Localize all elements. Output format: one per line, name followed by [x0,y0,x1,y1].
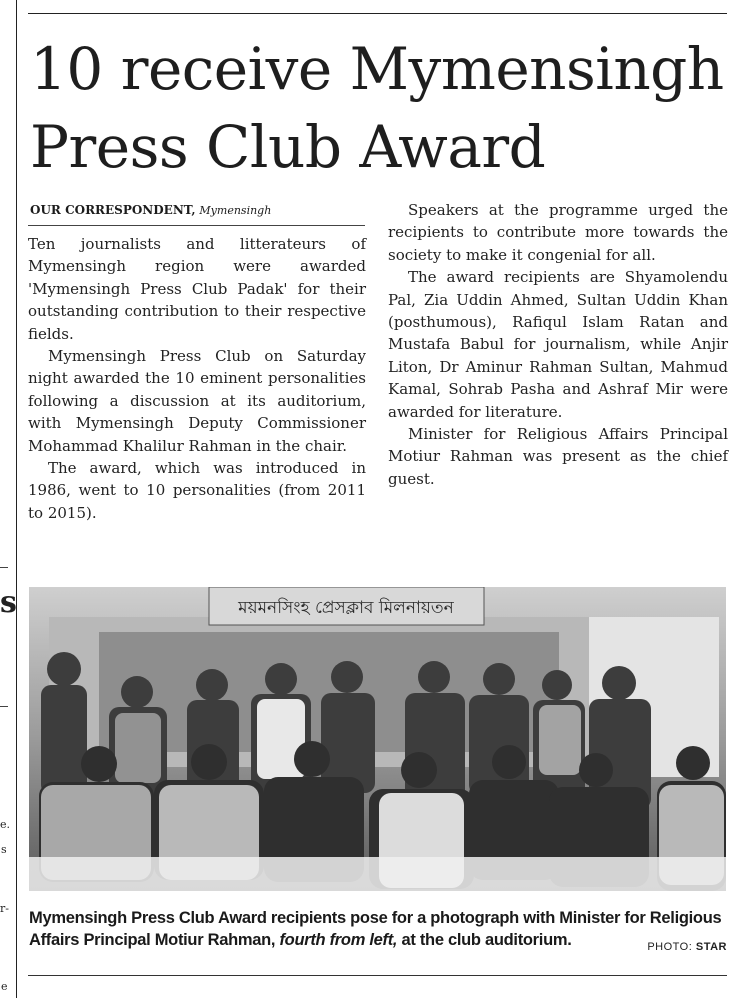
paragraph: The award, which was introduced in 1986, went to 10 personalities (from 2011 to 2015). [28,459,366,522]
credit-source: STAR [695,941,727,953]
byline-location: Mymensingh [199,204,272,217]
byline-author: OUR CORRESPONDENT, [30,203,196,217]
margin-fragment: s [0,585,17,620]
caption-main: Mymensingh Press Club Award recipients pose for a photograph with Minister for Religious Affairs Principal Motiur Rahman, [29,909,722,949]
margin-rule [0,567,8,568]
column-divider [16,0,17,998]
credit-label: PHOTO: [647,941,693,953]
margin-fragment: r- [0,902,9,915]
headline: 10 receive Mymensingh Press Club Award [30,35,724,181]
article-column-2 [388,199,728,490]
margin-fragment: e [1,980,8,993]
paragraph: Ten journalists and litterateurs of Mymensingh region were awarded 'Mymensingh Press Club Padak' for their outstanding contribution to their respective fields. [28,235,366,343]
byline-rule [28,225,365,226]
photo-banner-text: ময়মনসিংহ প্রেসক্লাব মিলনায়তন [238,598,454,618]
top-rule [28,13,727,14]
margin-fragment: e. [0,818,11,831]
margin-rule [0,706,8,707]
paragraph: Speakers at the programme urged the recipients to contribute more towards the society to make it congenial for all. [388,201,728,264]
margin-fragment: s [1,843,7,856]
photo-illustration [29,587,726,891]
news-photo [29,587,726,891]
paragraph: Minister for Religious Affairs Principal Motiur Rahman was present as the chief guest. [388,425,728,488]
caption-italic: fourth from left, [279,931,398,949]
article-column-1 [28,233,366,524]
paragraph: Mymensingh Press Club on Saturday night awarded the 10 eminent personalities following a discussion at its auditorium, with Mymensingh Deputy Commissioner Mohammad Khalilur Rahman in the chair. [28,347,366,455]
photo-caption [29,907,729,951]
byline [30,203,271,217]
paragraph: The award recipients are Shyamolendu Pal, Zia Uddin Ahmed, Sultan Uddin Khan (posthumous), Rafiqul Islam Ratan and Mustafa Babul for journalism, while Anjir Liton, Dr Aminur Rahman Sultan, Mahmud Kamal, Sohrab Pasha and Ashraf Mir were awarded for literature. [388,268,728,421]
bottom-rule [28,975,727,976]
photo-credit [647,941,727,953]
caption-end: at the club auditorium. [397,931,572,949]
